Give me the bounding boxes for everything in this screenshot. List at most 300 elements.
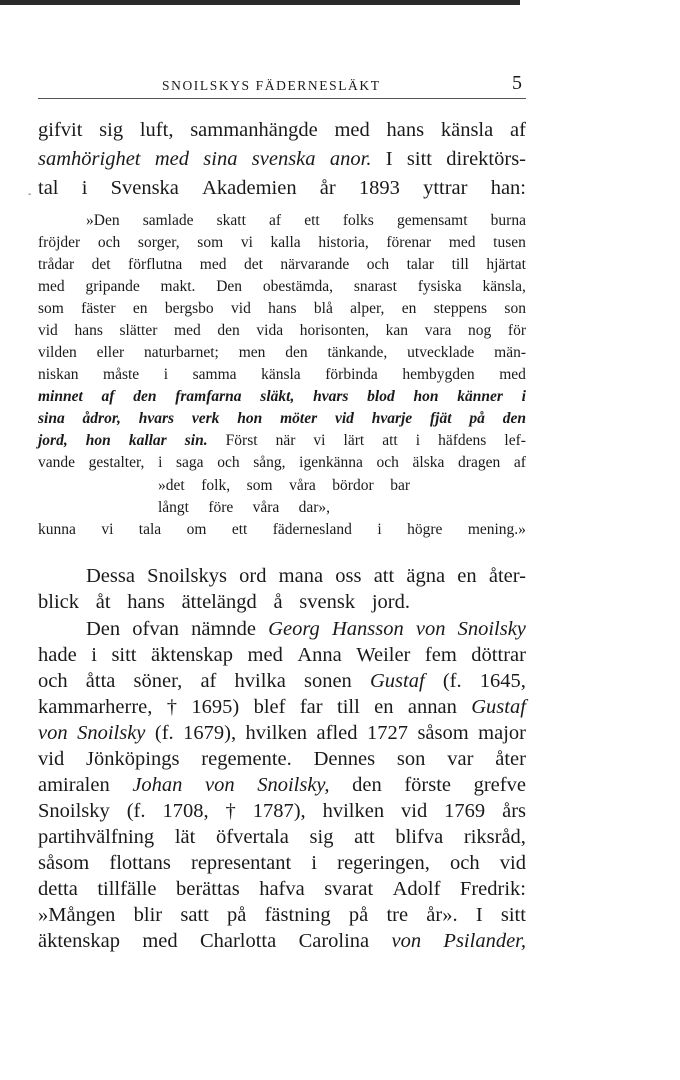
word: 1893 bbox=[358, 177, 400, 199]
text-line bbox=[86, 212, 526, 230]
word: Psilander, bbox=[443, 930, 526, 952]
text-line bbox=[158, 477, 410, 495]
word: gemensamt bbox=[396, 212, 468, 229]
word: ett bbox=[304, 212, 320, 229]
word: (f. bbox=[442, 670, 462, 692]
word: förste bbox=[404, 774, 452, 796]
word: och bbox=[450, 852, 480, 874]
word: bar bbox=[390, 477, 410, 494]
word: ådror, bbox=[82, 410, 121, 427]
text-line bbox=[38, 148, 526, 171]
word: hembygden bbox=[402, 366, 475, 383]
word: svensk bbox=[299, 591, 356, 613]
text-line bbox=[38, 878, 526, 901]
word: i bbox=[521, 388, 526, 405]
word: med bbox=[499, 366, 526, 383]
word: jord. bbox=[371, 591, 410, 613]
word: hvars bbox=[313, 388, 349, 405]
text-line bbox=[38, 521, 526, 539]
word: med bbox=[174, 322, 201, 339]
word: med bbox=[247, 644, 283, 666]
word: gestalter, bbox=[88, 454, 145, 471]
word: känsla bbox=[261, 366, 301, 383]
word: bördor bbox=[332, 477, 374, 494]
word: hon bbox=[237, 410, 263, 427]
word: vara bbox=[424, 322, 452, 339]
word: att bbox=[373, 565, 395, 587]
word: i bbox=[158, 454, 163, 471]
word: vande bbox=[38, 454, 76, 471]
word: och bbox=[376, 454, 399, 471]
word: kammarherre, bbox=[38, 696, 153, 718]
word: folks bbox=[342, 212, 374, 229]
word: äktenskap bbox=[38, 930, 120, 952]
word: vid bbox=[231, 300, 251, 317]
word: hans bbox=[74, 322, 103, 339]
text-line bbox=[38, 234, 526, 252]
word: år bbox=[319, 177, 336, 199]
word: von bbox=[205, 774, 235, 796]
word: anor. bbox=[329, 148, 372, 170]
word: skatt bbox=[216, 212, 246, 229]
word: obestämda, bbox=[262, 278, 334, 295]
word: som bbox=[197, 234, 224, 251]
word: var bbox=[447, 748, 474, 770]
word: hvilken bbox=[245, 722, 308, 744]
text-line bbox=[38, 670, 526, 693]
word: i bbox=[415, 432, 421, 449]
word: blå bbox=[313, 300, 333, 317]
word: blifva bbox=[395, 826, 444, 848]
word: och bbox=[97, 234, 121, 251]
word: major bbox=[478, 722, 526, 744]
text-line bbox=[38, 278, 526, 296]
word: med bbox=[38, 278, 65, 295]
word: släkt, bbox=[260, 388, 295, 405]
text-line bbox=[38, 591, 410, 614]
word: som bbox=[246, 477, 273, 494]
word: i bbox=[377, 521, 382, 538]
text-line bbox=[38, 410, 526, 428]
word: I bbox=[475, 904, 483, 926]
word: alper, bbox=[350, 300, 385, 317]
word: Carolina bbox=[298, 930, 370, 952]
word: före bbox=[208, 499, 234, 516]
word: på bbox=[227, 904, 247, 926]
word: 1727 bbox=[366, 722, 408, 744]
word: partihvälfning bbox=[38, 826, 155, 848]
word: bergsbo bbox=[164, 300, 214, 317]
word: hvars bbox=[138, 410, 175, 427]
word: sång, bbox=[253, 454, 286, 471]
text-line bbox=[38, 366, 526, 384]
word: vi bbox=[101, 521, 114, 538]
word: Charlotta bbox=[199, 930, 277, 952]
word: åt bbox=[95, 591, 111, 613]
word: möter bbox=[280, 410, 318, 427]
text-line bbox=[38, 388, 526, 406]
text-line bbox=[38, 454, 526, 472]
text-line bbox=[38, 826, 526, 849]
word: amiralen bbox=[38, 774, 110, 796]
page-number: 5 bbox=[512, 72, 522, 94]
word: nämnde bbox=[191, 618, 257, 640]
word: lät bbox=[174, 826, 196, 848]
word: 1708, bbox=[162, 800, 209, 822]
word: mana bbox=[278, 565, 324, 587]
word: vid bbox=[334, 410, 354, 427]
text-line bbox=[38, 904, 526, 927]
word: tal bbox=[38, 177, 59, 199]
word: å bbox=[273, 591, 283, 613]
word: svarat bbox=[324, 878, 374, 900]
text-line bbox=[86, 565, 526, 588]
word: af bbox=[509, 119, 526, 141]
word: åter- bbox=[488, 565, 526, 587]
word: af bbox=[200, 670, 217, 692]
text-line bbox=[38, 119, 526, 142]
word: trådar bbox=[38, 256, 75, 273]
word: fäster bbox=[81, 300, 116, 317]
word: samlade bbox=[142, 212, 194, 229]
text-line bbox=[38, 177, 526, 200]
word: Dessa bbox=[86, 565, 135, 587]
word: Gustaf bbox=[471, 696, 526, 718]
word: och bbox=[366, 256, 390, 273]
word: Den bbox=[86, 618, 121, 640]
word: år». bbox=[426, 904, 458, 926]
word: fästning bbox=[264, 904, 331, 926]
word: framfarna bbox=[175, 388, 242, 405]
word: i bbox=[91, 644, 97, 666]
word: älska bbox=[412, 454, 445, 471]
word: på bbox=[348, 904, 369, 926]
word: att bbox=[382, 432, 398, 449]
word: i bbox=[163, 366, 169, 383]
word: kan bbox=[385, 322, 409, 339]
word: Jönköpings bbox=[86, 748, 180, 770]
word: fröjder bbox=[38, 234, 81, 251]
word: grefve bbox=[473, 774, 526, 796]
word: förflutna bbox=[128, 256, 183, 273]
word: ett bbox=[231, 521, 248, 538]
text-line bbox=[38, 930, 526, 953]
word: yttrar bbox=[423, 177, 468, 199]
word: folk, bbox=[201, 477, 231, 494]
word: till bbox=[337, 696, 360, 718]
text-line bbox=[38, 256, 526, 274]
word: vid bbox=[38, 322, 58, 339]
word: fädernesland bbox=[272, 521, 352, 538]
word: 1787), bbox=[252, 800, 306, 822]
word: igenkänna bbox=[299, 454, 363, 471]
word: nog bbox=[468, 322, 492, 339]
word: steppens bbox=[433, 300, 488, 317]
word: och bbox=[38, 670, 68, 692]
word: den bbox=[502, 410, 526, 427]
word: förenar bbox=[386, 234, 432, 251]
word: en bbox=[401, 300, 417, 317]
word: mening.» bbox=[467, 521, 526, 538]
word: det bbox=[243, 256, 263, 273]
word: niskan bbox=[38, 366, 79, 383]
margin-dash: ‐ bbox=[28, 189, 32, 200]
word: af bbox=[269, 212, 282, 229]
word: vid bbox=[38, 748, 65, 770]
word: samma bbox=[192, 366, 237, 383]
word: satt bbox=[180, 904, 209, 926]
word: afled bbox=[316, 722, 358, 744]
word: som bbox=[38, 300, 64, 317]
word: till bbox=[451, 256, 469, 273]
word: direktörs- bbox=[446, 148, 526, 170]
word: tusen bbox=[493, 234, 526, 251]
word: Snoilsky bbox=[77, 722, 146, 744]
word: Georg bbox=[268, 618, 320, 640]
word: om bbox=[186, 521, 207, 538]
word: åtta bbox=[85, 670, 116, 692]
word: kalla bbox=[270, 234, 301, 251]
word: Först bbox=[225, 432, 258, 449]
word: vid bbox=[401, 800, 428, 822]
word: I bbox=[385, 148, 393, 170]
word: söner, bbox=[133, 670, 183, 692]
word: sig bbox=[99, 119, 124, 141]
word: Snoilsky bbox=[457, 618, 526, 640]
word: Anna bbox=[297, 644, 342, 666]
word: känner bbox=[457, 388, 503, 405]
word: tala bbox=[138, 521, 162, 538]
word: känsla bbox=[440, 119, 494, 141]
word: »det bbox=[158, 477, 185, 494]
word: ättelängd bbox=[181, 591, 257, 613]
word: hans bbox=[127, 591, 165, 613]
word: Dennes bbox=[313, 748, 376, 770]
running-header bbox=[38, 72, 526, 99]
word: far bbox=[299, 696, 323, 718]
word: hvarje bbox=[371, 410, 413, 427]
word: sammanhängde bbox=[190, 119, 318, 141]
word: hvilka bbox=[234, 670, 286, 692]
word: närvarande bbox=[280, 256, 350, 273]
word: tänkande, bbox=[327, 344, 388, 361]
word: luft, bbox=[139, 119, 174, 141]
word: när bbox=[275, 432, 296, 449]
word: blick bbox=[38, 591, 79, 613]
word: gifvit bbox=[38, 119, 83, 141]
word: jord, bbox=[38, 432, 68, 449]
word: döttrar bbox=[471, 644, 526, 666]
word: gripande bbox=[85, 278, 140, 295]
word: lärt bbox=[343, 432, 365, 449]
word: hafva bbox=[259, 878, 305, 900]
word: med bbox=[448, 234, 476, 251]
word: Akademien bbox=[202, 177, 297, 199]
word: sitt bbox=[111, 644, 137, 666]
word: af bbox=[101, 388, 115, 405]
word: utvecklade bbox=[407, 344, 475, 361]
word: blef bbox=[253, 696, 286, 718]
word: dragen bbox=[458, 454, 501, 471]
word: åter bbox=[495, 748, 526, 770]
word: Hansson bbox=[331, 618, 404, 640]
word: 1695) bbox=[191, 696, 240, 718]
word: von bbox=[415, 618, 446, 640]
word: Gustaf bbox=[369, 670, 425, 692]
text-line bbox=[38, 722, 526, 745]
word: Den bbox=[216, 278, 243, 295]
word: känsla, bbox=[482, 278, 526, 295]
text-line bbox=[38, 432, 526, 450]
word: blir bbox=[133, 904, 163, 926]
word: son bbox=[396, 748, 426, 770]
word: den bbox=[217, 322, 240, 339]
word: eller bbox=[96, 344, 125, 361]
word: regemente. bbox=[201, 748, 292, 770]
word: vi bbox=[240, 234, 253, 251]
word: samhörighet bbox=[38, 148, 141, 170]
word: för bbox=[507, 322, 526, 339]
word: hans bbox=[386, 119, 425, 141]
word: en bbox=[457, 565, 477, 587]
word: måste bbox=[103, 366, 140, 383]
word: sina bbox=[38, 410, 65, 427]
word: såsom bbox=[417, 722, 469, 744]
word: men bbox=[238, 344, 266, 361]
word: hvilken bbox=[322, 800, 385, 822]
word: vid bbox=[499, 852, 526, 874]
word: sonen bbox=[303, 670, 352, 692]
word: Snoilsky bbox=[38, 800, 110, 822]
text-line bbox=[38, 852, 526, 875]
word: tre bbox=[386, 904, 409, 926]
word: lef- bbox=[504, 432, 526, 449]
word: med bbox=[334, 119, 370, 141]
word: son bbox=[504, 300, 526, 317]
word: talar bbox=[406, 256, 435, 273]
word: vi bbox=[313, 432, 326, 449]
word: † bbox=[166, 696, 178, 718]
word: långt bbox=[158, 499, 189, 516]
word: han: bbox=[490, 177, 526, 199]
word: Johan bbox=[132, 774, 183, 796]
word: berättas bbox=[175, 878, 240, 900]
text-line bbox=[38, 800, 526, 823]
word: sorger, bbox=[137, 234, 180, 251]
text-line bbox=[38, 748, 526, 771]
word: vida bbox=[256, 322, 284, 339]
word: Fredrik: bbox=[459, 878, 526, 900]
word: fem bbox=[424, 644, 457, 666]
word: den bbox=[285, 344, 308, 361]
word: 1679), bbox=[183, 722, 237, 744]
word: äktenskap bbox=[151, 644, 234, 666]
word: såsom bbox=[38, 852, 90, 874]
text-line bbox=[86, 618, 526, 641]
word: dar», bbox=[298, 499, 330, 516]
word: 1769 bbox=[444, 800, 486, 822]
word: representant bbox=[191, 852, 292, 874]
word: »Den bbox=[86, 212, 120, 229]
word: Svenska bbox=[110, 177, 179, 199]
word: våra bbox=[252, 499, 280, 516]
word: hade bbox=[38, 644, 77, 666]
word: sin. bbox=[184, 432, 208, 449]
word: snarast bbox=[353, 278, 397, 295]
word: års bbox=[502, 800, 526, 822]
word: förbinda bbox=[325, 366, 378, 383]
word: med bbox=[199, 256, 227, 273]
word: det bbox=[91, 256, 111, 273]
word: (f. bbox=[126, 800, 146, 822]
word: flottans bbox=[109, 852, 171, 874]
word: en bbox=[374, 696, 394, 718]
running-head-title: SNOILSKYS FÄDERNESLÄKT bbox=[162, 78, 381, 93]
word: naturbarnet; bbox=[143, 344, 219, 361]
word: öfvertala bbox=[216, 826, 289, 848]
word: högre bbox=[407, 521, 443, 538]
word: detta bbox=[38, 878, 78, 900]
word: oss bbox=[335, 565, 362, 587]
word: att bbox=[354, 826, 375, 848]
word: Adolf bbox=[392, 878, 441, 900]
word: tillfälle bbox=[97, 878, 157, 900]
word: blod bbox=[367, 388, 395, 405]
word: häfdens bbox=[438, 432, 487, 449]
word: Snoilsky, bbox=[257, 774, 330, 796]
text-line bbox=[158, 499, 330, 517]
word: hjärtat bbox=[486, 256, 526, 273]
word: med bbox=[142, 930, 178, 952]
word: annan bbox=[407, 696, 457, 718]
text-line bbox=[38, 322, 526, 340]
text-line bbox=[38, 644, 526, 667]
word: regeringen, bbox=[337, 852, 430, 874]
word: fjät bbox=[430, 410, 452, 427]
word: en bbox=[132, 300, 148, 317]
word: (f. bbox=[154, 722, 174, 744]
word: Snoilskys bbox=[147, 565, 227, 587]
word: fysiska bbox=[417, 278, 462, 295]
text-line bbox=[38, 300, 526, 318]
word: den bbox=[133, 388, 157, 405]
word: vilden bbox=[38, 344, 77, 361]
word: hon bbox=[413, 388, 439, 405]
word: sig bbox=[309, 826, 334, 848]
word: † bbox=[225, 800, 236, 822]
text-line bbox=[38, 774, 526, 797]
word: svenska bbox=[251, 148, 316, 170]
word: ofvan bbox=[132, 618, 179, 640]
word: hon bbox=[85, 432, 111, 449]
word: verk bbox=[191, 410, 220, 427]
word: af bbox=[513, 454, 526, 471]
word: von bbox=[38, 722, 68, 744]
word: historia, bbox=[318, 234, 369, 251]
word: von bbox=[391, 930, 422, 952]
word: kunna bbox=[38, 521, 76, 538]
word: makt. bbox=[160, 278, 196, 295]
word: minnet bbox=[38, 388, 83, 405]
word: riksråd, bbox=[463, 826, 526, 848]
word: horisonten, bbox=[299, 322, 370, 339]
word: våra bbox=[289, 477, 316, 494]
text-line bbox=[38, 344, 526, 362]
word: män- bbox=[494, 344, 526, 361]
word: sina bbox=[203, 148, 238, 170]
word: ord bbox=[239, 565, 267, 587]
word: Weiler bbox=[356, 644, 411, 666]
